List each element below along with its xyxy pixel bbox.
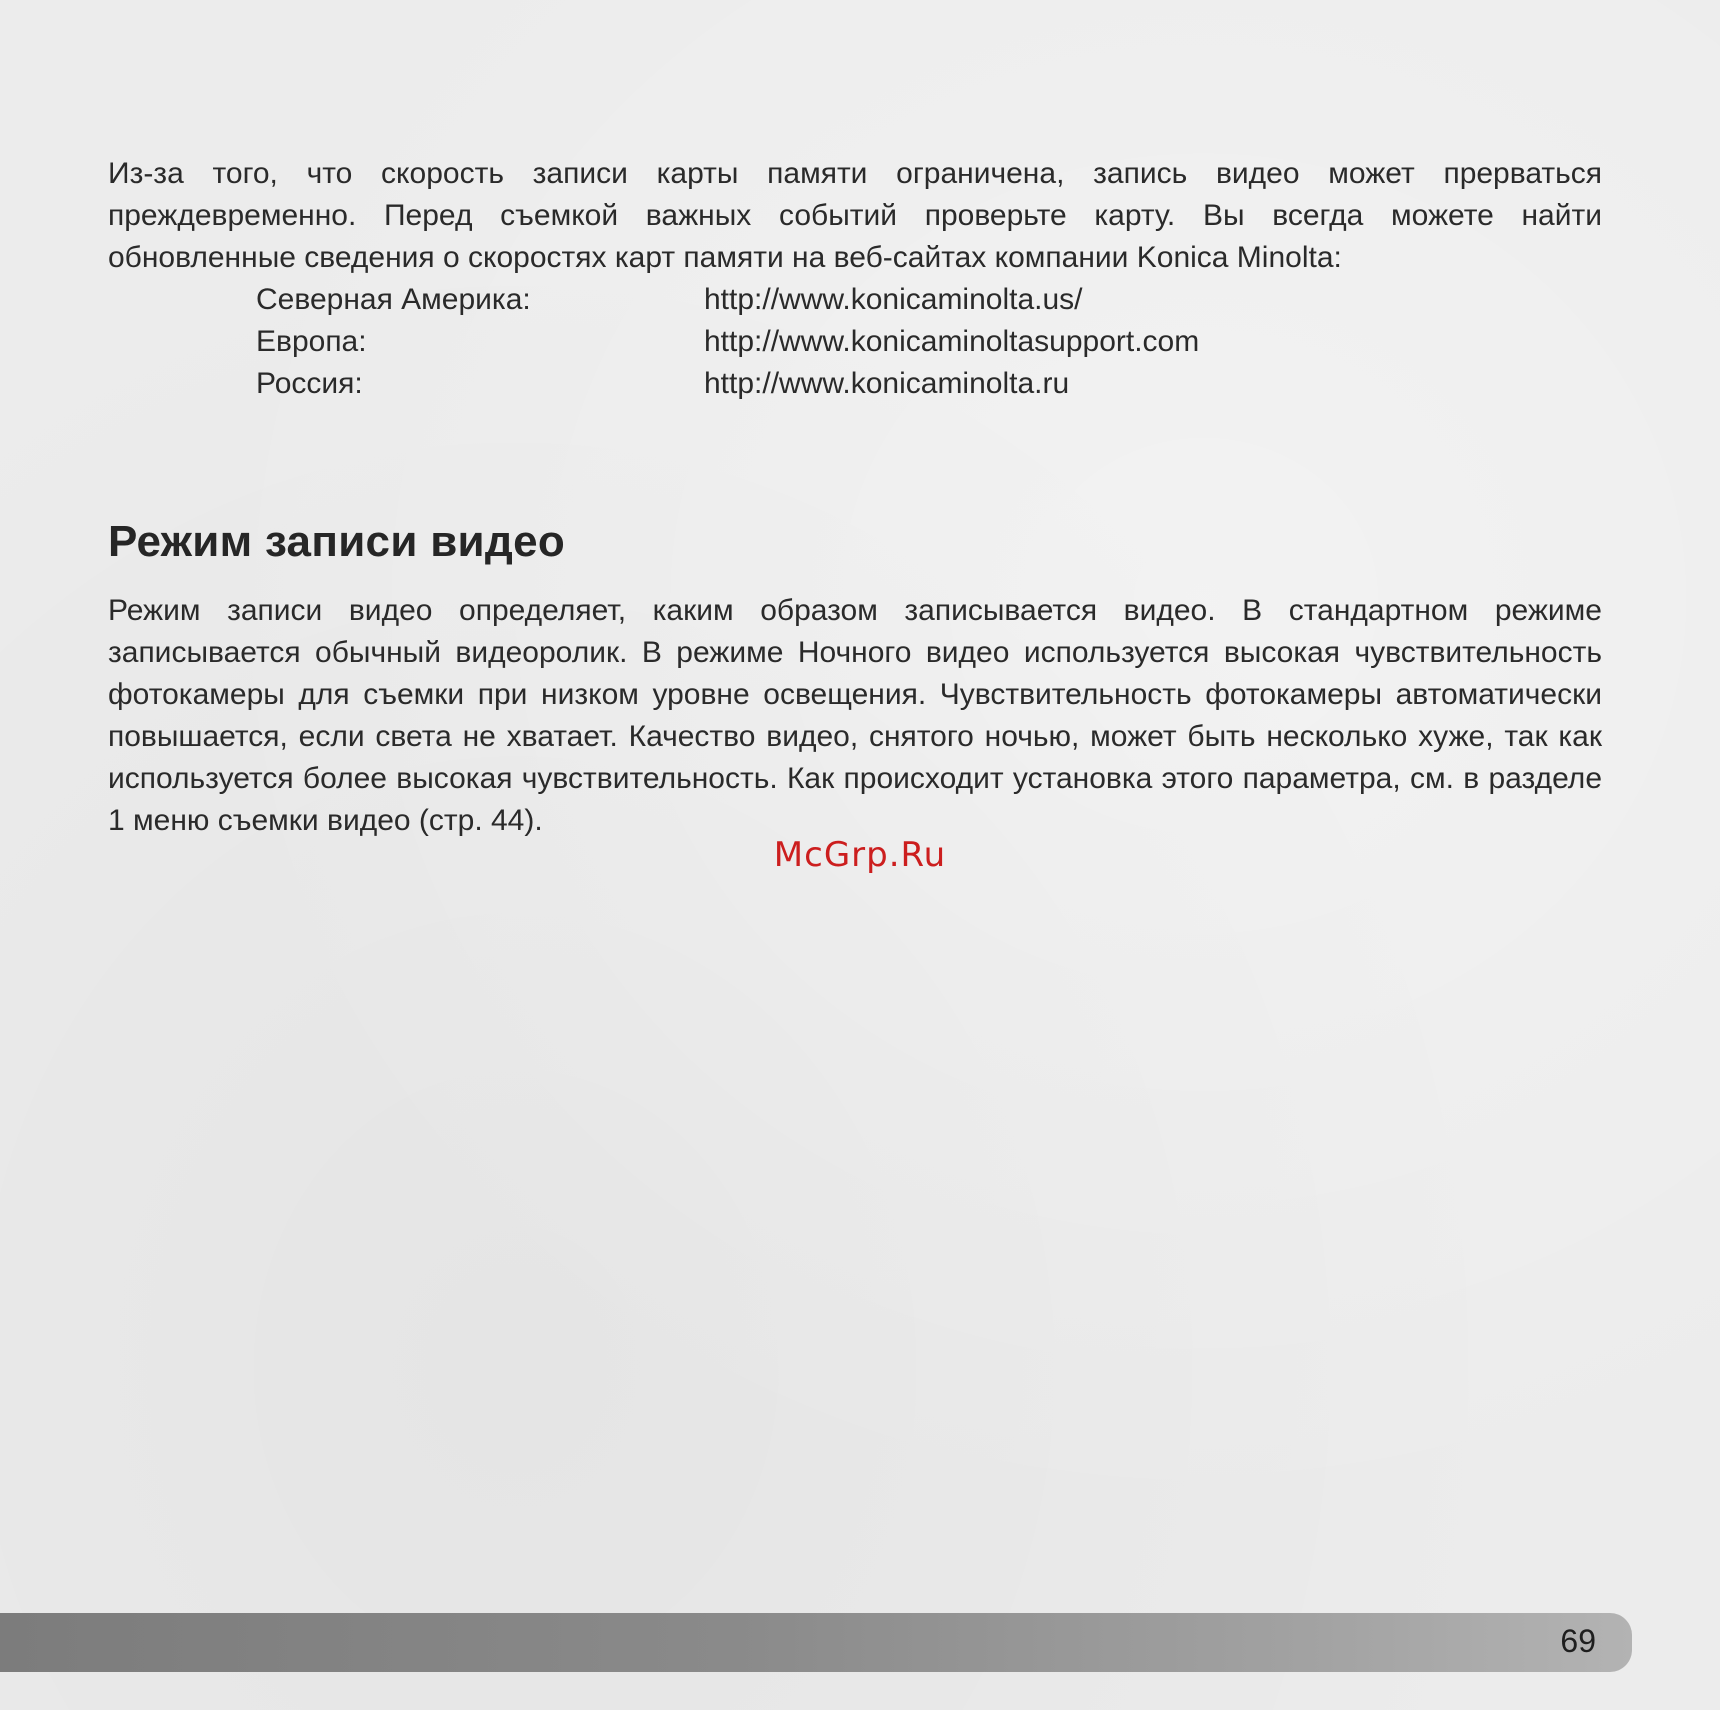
footer-bar xyxy=(0,1613,1632,1672)
site-url-link[interactable]: http://www.konicaminoltasupport.com xyxy=(704,325,1200,358)
website-list xyxy=(256,279,1199,405)
watermark-text: McGrp.Ru xyxy=(773,835,947,875)
page-number: 69 xyxy=(1560,1623,1596,1659)
site-region-label: Европа: xyxy=(256,325,367,358)
site-row-europe xyxy=(256,321,1199,363)
site-row-russia xyxy=(256,363,1199,405)
site-url-link[interactable]: http://www.konicaminolta.us/ xyxy=(704,283,1083,316)
section-body-paragraph: Режим записи видео определяет, каким образом записывается видео. В стандартном режиме записывается обычный видеоролик. В режиме Ночного видео используется высокая чувствительность фотокамеры для съемки при низком уровне освещения. Чувствительность фотокамеры автоматически повышается, если света не хватает. Качество видео, снятого ночью, может быть несколько хуже, так как используется более высокая чувствительность. Как происходит установка этого параметра, см. в разделе 1 меню съемки видео (стр. 44). xyxy=(108,594,1602,837)
site-region-label: Северная Америка: xyxy=(256,283,531,316)
site-url-link[interactable]: http://www.konicaminolta.ru xyxy=(704,367,1070,400)
site-row-north-america xyxy=(256,279,1199,321)
section-heading: Режим записи видео xyxy=(108,517,566,566)
intro-paragraph: Из-за того, что скорость записи карты памяти ограничена, запись видео может прерваться преждевременно. Перед съемкой важных событий проверьте карту. Вы всегда можете найти обновленные сведения о скоростях карт памяти на веб-сайтах компании Konica Minolta: xyxy=(108,157,1602,274)
site-region-label: Россия: xyxy=(256,367,363,400)
